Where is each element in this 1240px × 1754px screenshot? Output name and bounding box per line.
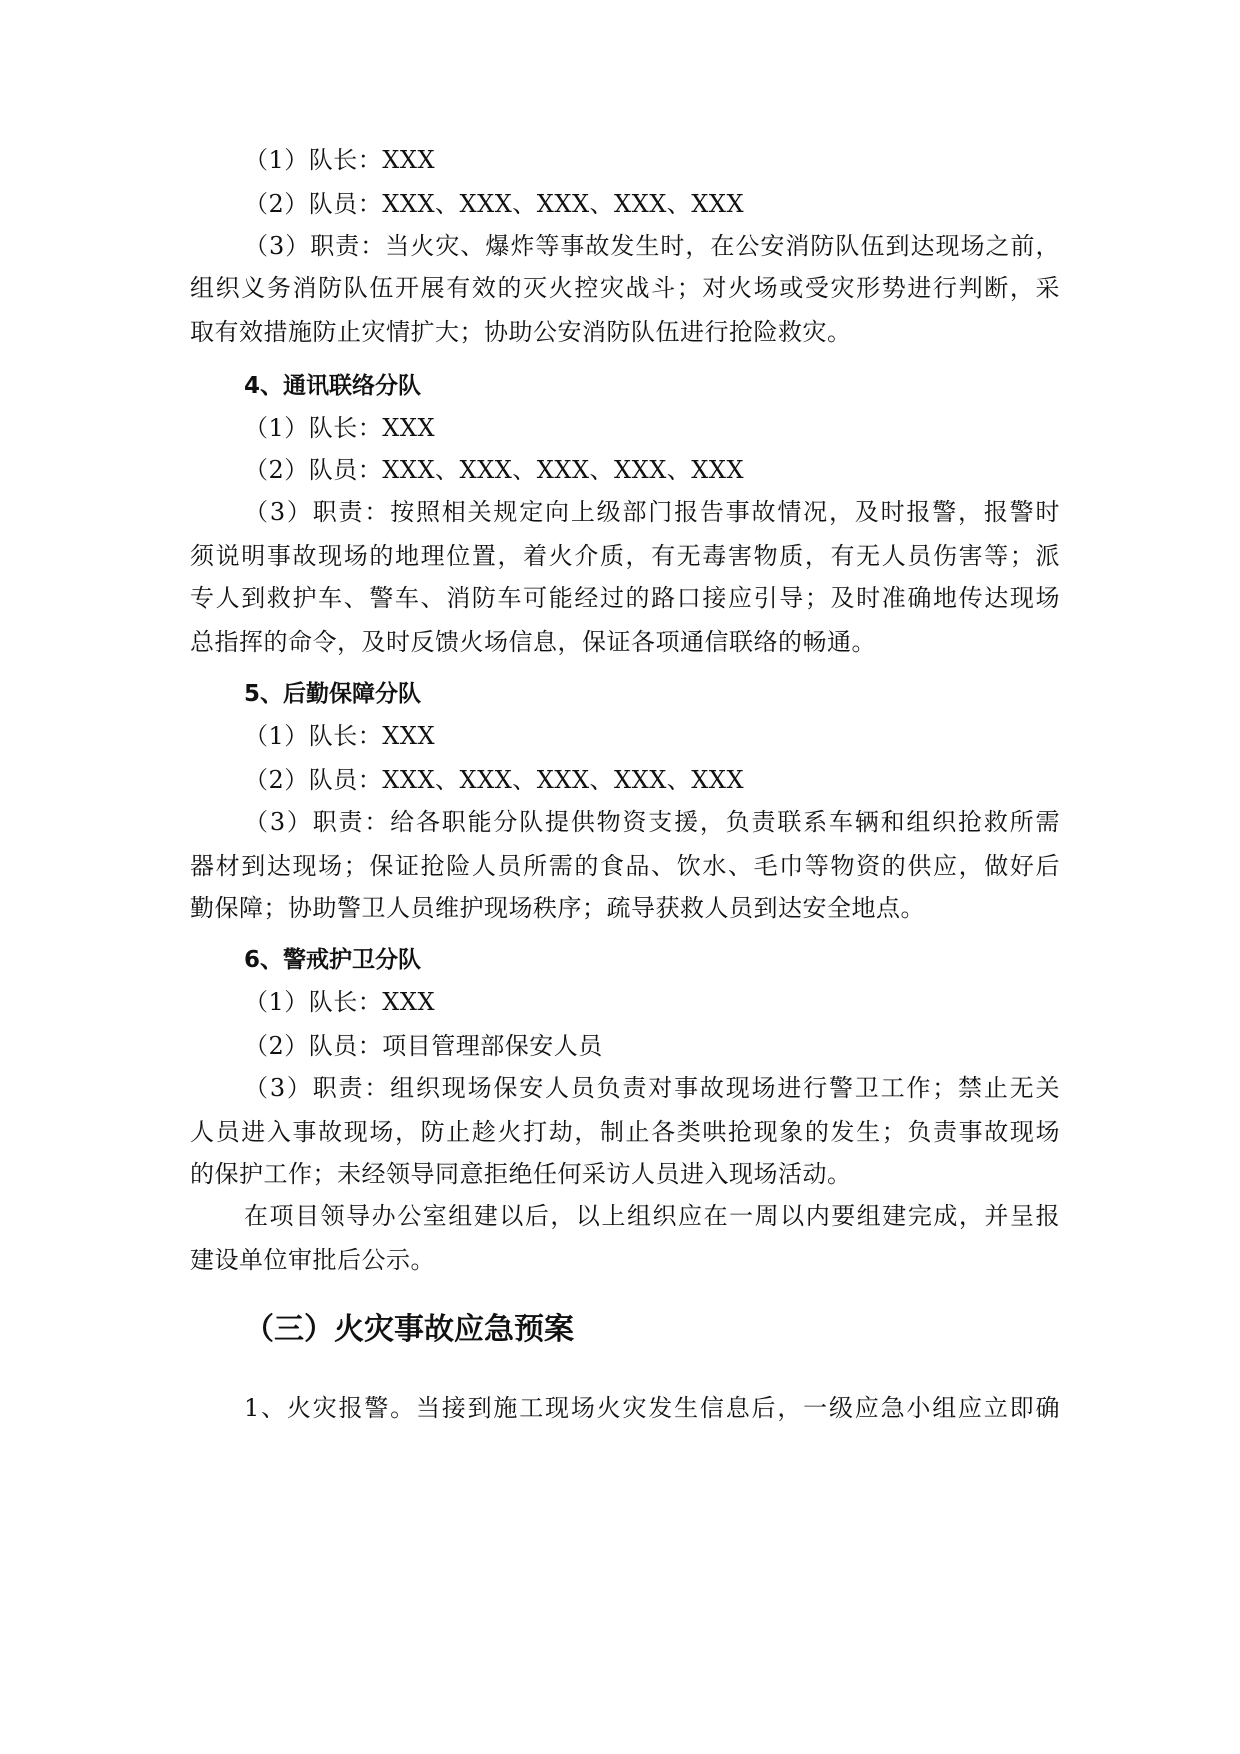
section3-first-line: 1、火灾报警。当接到施工现场火灾发生信息后，一级应急小组应立即确 [244,1394,1060,1422]
team6-duty-line-3: 的保护工作；未经领导同意拒绝任何采访人员进入现场活动。 [190,1160,852,1188]
team5-members: （2）队员：XXX、XXX、XXX、XXX、XXX [244,766,745,794]
team4-leader: （1）队长：XXX [244,414,436,442]
team4-heading: 4、通讯联络分队 [244,373,422,399]
closing-line-2: 建设单位审批后公示。 [190,1246,435,1274]
team3-duty-line-3: 取有效措施防止灾情扩大；协助公安消防队伍进行抢险救灾。 [190,318,852,346]
team3-duty-line-2: 组织义务消防队伍开展有效的灭火控灾战斗；对火场或受灾形势进行判断，采 [190,274,1060,302]
team4-duty-line-2: 须说明事故现场的地理位置，着火介质，有无毒害物质，有无人员伤害等；派 [190,542,1060,570]
team6-heading: 6、警戒护卫分队 [244,947,422,973]
team5-heading: 5、后勤保障分队 [244,681,422,707]
team5-leader: （1）队长：XXX [244,722,436,750]
team5-duty-line-2: 器材到达现场；保证抢险人员所需的食品、饮水、毛巾等物资的供应，做好后 [190,852,1060,880]
closing-line-1: 在项目领导办公室组建以后，以上组织应在一周以内要组建完成，并呈报 [244,1202,1060,1230]
team4-members: （2）队员：XXX、XXX、XXX、XXX、XXX [244,456,745,484]
team6-leader: （1）队长：XXX [244,988,436,1016]
team5-duty-line-3: 勤保障；协助警卫人员维护现场秩序；疏导获救人员到达安全地点。 [190,894,925,922]
team4-duty-line-1: （3）职责：按照相关规定向上级部门报告事故情况，及时报警，报警时 [244,498,1060,526]
team6-members: （2）队员：项目管理部保安人员 [244,1032,603,1060]
team5-duty-line-1: （3）职责：给各职能分队提供物资支援，负责联系车辆和组织抢救所需 [244,808,1060,836]
team6-duty-line-1: （3）职责：组织现场保安人员负责对事故现场进行警卫工作；禁止无关 [244,1074,1060,1102]
team3-duty-line-1: （3）职责：当火灾、爆炸等事故发生时，在公安消防队伍到达现场之前， [244,232,1060,260]
team4-duty-line-4: 总指挥的命令，及时反馈火场信息，保证各项通信联络的畅通。 [190,628,876,656]
team3-members: （2）队员：XXX、XXX、XXX、XXX、XXX [244,190,745,218]
team6-duty-line-2: 人员进入事故现场，防止趁火打劫，制止各类哄抢现象的发生；负责事故现场 [190,1118,1060,1146]
section-title: （三）火灾事故应急预案 [244,1312,574,1347]
team3-leader: （1）队长：XXX [244,146,436,174]
team4-duty-line-3: 专人到救护车、警车、消防车可能经过的路口接应引导；及时准确地传达现场 [190,584,1060,612]
